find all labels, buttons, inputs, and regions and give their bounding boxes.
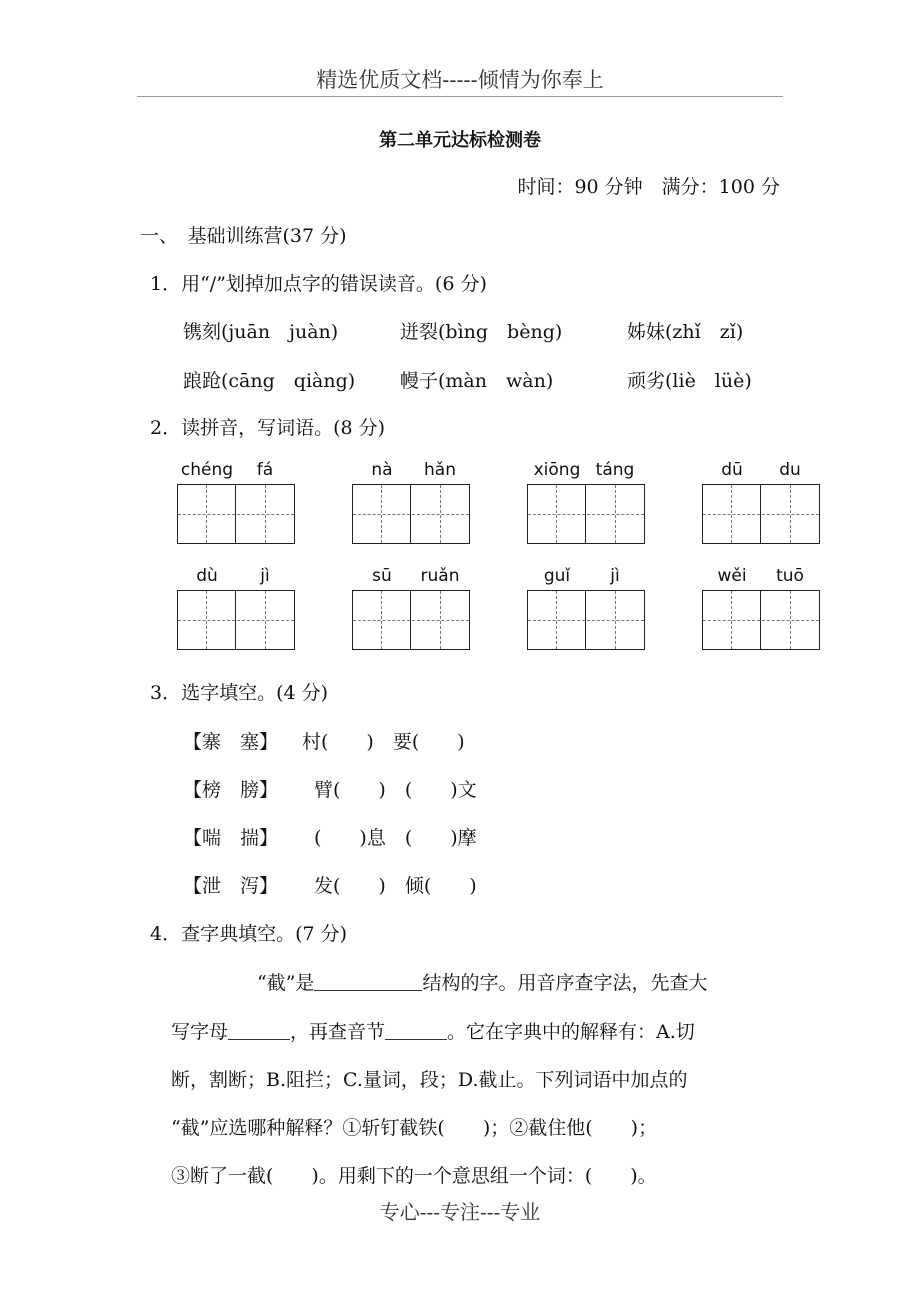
writing-grid[interactable] (527, 484, 645, 544)
q3-chars: 【寨 塞】 (183, 731, 279, 753)
q4-line-5: ③断了一截( )。用剩下的一个意思组一个词：( )。 (171, 1165, 657, 1187)
section-1-heading: 一、 基础训练营(37 分) (140, 225, 347, 247)
writing-grid[interactable] (352, 590, 470, 650)
exam-meta: 时间：90 分钟 满分：100 分 (517, 176, 780, 198)
writing-grid[interactable] (177, 484, 295, 544)
q1-item: 迸裂(bìng bèng) (400, 321, 563, 343)
q4-text: 结构的字。用音序查字法，先查大 (422, 972, 708, 994)
writing-grid[interactable] (702, 484, 820, 544)
pinyin: fá (256, 460, 274, 480)
q3-chars: 【喘 揣】 (183, 827, 279, 849)
q4-text: “截”是 (257, 972, 315, 994)
writing-grid[interactable] (352, 484, 470, 544)
q4-line-1 (257, 968, 707, 995)
pinyin: chéng (180, 460, 234, 480)
pinyin: jì (260, 566, 270, 586)
q1-item: 镌刻(juān juàn) (183, 321, 339, 343)
writing-grid[interactable] (702, 590, 820, 650)
pinyin: dù (196, 566, 218, 586)
pinyin: nà (371, 460, 393, 480)
q3-fill: 村( ) 要( ) (302, 731, 465, 753)
writing-grid[interactable] (177, 590, 295, 650)
q4-text: 。它在字典中的解释有：A.切 (447, 1021, 695, 1043)
q1-item: 幔子(màn wàn) (400, 370, 554, 392)
page-footer: 专心---专注---专业 (379, 1200, 541, 1224)
q4-text: 写字母 (171, 1021, 229, 1043)
answer-blank[interactable] (385, 1020, 447, 1040)
q4-line-4: “截”应选哪种解释？①斩钉截铁( )；②截住他( )； (171, 1117, 658, 1139)
question-1-label: 1．用“/”划掉加点字的错误读音。(6 分) (150, 273, 487, 295)
pinyin: táng (595, 460, 635, 480)
q4-text: ，再查音节 (290, 1021, 386, 1043)
question-2-label: 2．读拼音，写词语。(8 分) (150, 417, 386, 439)
pinyin: xiōng (533, 460, 581, 480)
answer-blank[interactable] (314, 971, 422, 991)
pinyin: sū (372, 566, 392, 586)
q3-fill: ( )息 ( )摩 (314, 827, 477, 849)
q4-line-3: 断，割断；B.阻拦；C.量词，段；D.截止。下列词语中加点的 (171, 1069, 688, 1091)
pinyin: tuō (776, 566, 804, 586)
q3-chars: 【泄 泻】 (183, 875, 279, 897)
exam-title: 第二单元达标检测卷 (379, 130, 541, 151)
answer-blank[interactable] (228, 1020, 290, 1040)
pinyin: hǎn (424, 460, 456, 480)
q4-line-2 (171, 1017, 695, 1044)
question-3-label: 3．选字填空。(4 分) (150, 682, 329, 704)
q1-item: 姊妹(zhǐ zǐ) (627, 321, 744, 343)
question-4-label: 4．查字典填空。(7 分) (150, 923, 348, 945)
pinyin: du (779, 460, 801, 480)
q3-chars: 【榜 膀】 (183, 779, 279, 801)
q3-fill: 臂( ) ( )文 (314, 779, 477, 801)
pinyin: jì (610, 566, 620, 586)
q3-fill: 发( ) 倾( ) (314, 875, 477, 897)
q1-item: 踉跄(cāng qiàng) (183, 370, 356, 392)
header-divider (137, 96, 783, 97)
q1-item: 顽劣(liè lüè) (627, 370, 752, 392)
pinyin: dū (721, 460, 743, 480)
writing-grid[interactable] (527, 590, 645, 650)
pinyin: guǐ (543, 566, 571, 586)
pinyin: ruǎn (420, 566, 460, 586)
page-header: 精选优质文档-----倾情为你奉上 (316, 68, 604, 92)
pinyin: wěi (717, 566, 747, 586)
